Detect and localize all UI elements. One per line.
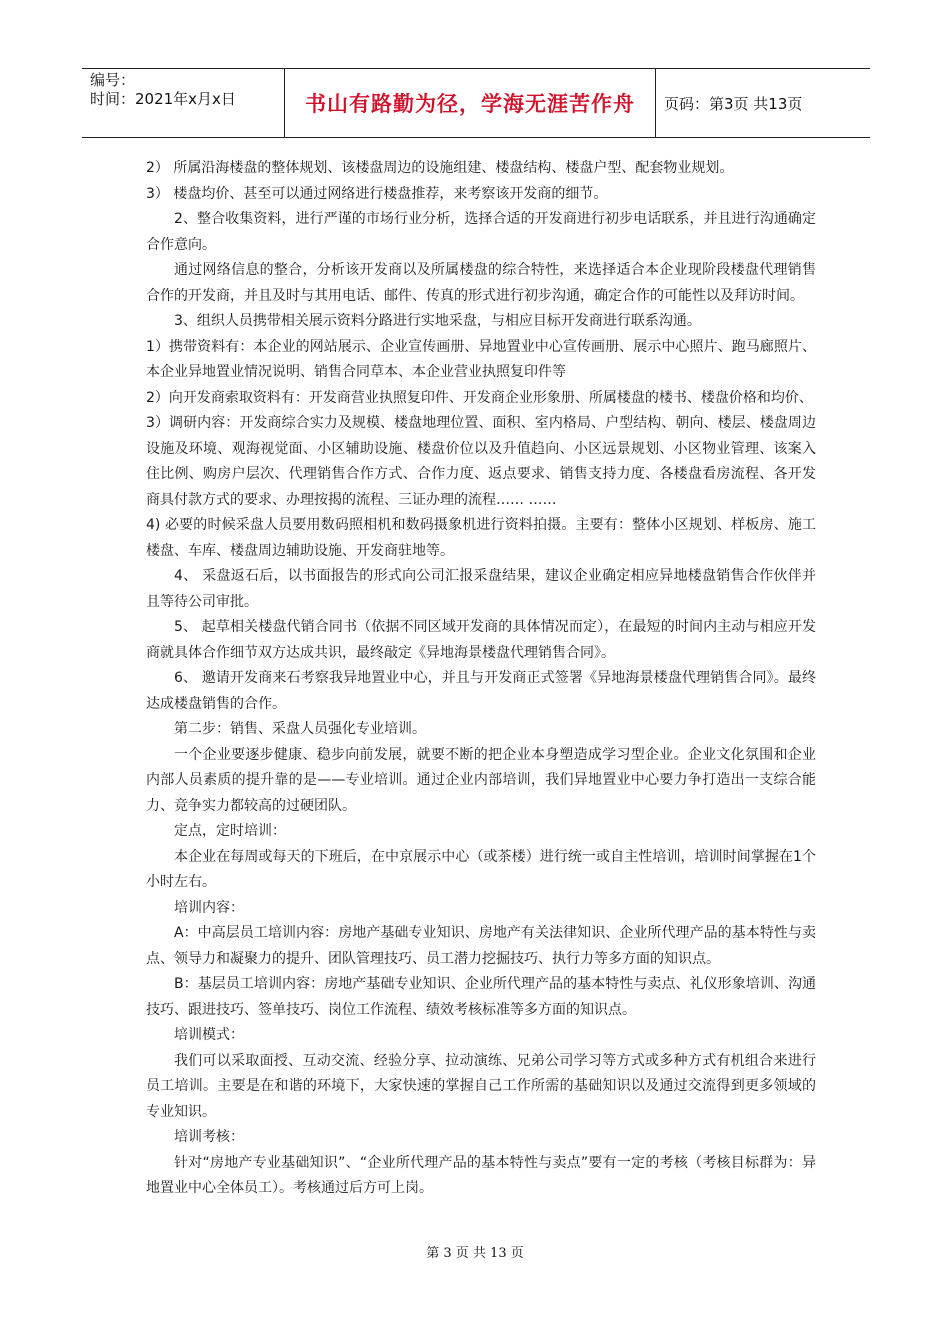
paragraph: 1）携带资料有：本企业的网站展示、企业宣传画册、异地置业中心宣传画册、展示中心照片、跑马廊照片、本企业异地置业情况说明、销售合同草本、本企业营业执照复印件等 bbox=[146, 338, 816, 380]
paragraph: 我们可以采取面授、互动交流、经验分享、拉动演练、兄弟公司学习等方式或多种方式有机组合来进行员工培训。主要是在和谐的环境下，大家快速的掌握自己工作所需的基础知识以及通过交流得到更多领域的专业知识。 bbox=[146, 1052, 816, 1120]
header-page-info: 页码：第3页 共13页 bbox=[664, 94, 803, 113]
paragraph: 针对“房地产专业基础知识”、“企业所代理产品的基本特性与卖点”要有一定的考核（考核目标群为：异地置业中心全体员工）。考核通过后方可上岗。 bbox=[146, 1154, 816, 1196]
code-label: 编号： bbox=[90, 71, 136, 89]
paragraph: 2）向开发商索取资料有：开发商营业执照复印件、开发商企业形象册、所属楼盘的楼书、楼盘价格和均价、 bbox=[146, 389, 813, 406]
paragraph: 培训内容： bbox=[174, 899, 244, 916]
paragraph: 6、 邀请开发商来石考察我异地置业中心，并且与开发商正式签署《异地海景楼盘代理销售合同》。最终达成楼盘销售的合作。 bbox=[146, 670, 816, 712]
time-label: 时间：2021年x月x日 bbox=[90, 90, 236, 108]
paragraph: 3） 楼盘均价、甚至可以通过网络进行楼盘推荐，来考察该开发商的细节。 bbox=[146, 185, 608, 202]
document-body bbox=[146, 156, 816, 1202]
paragraph: A：中高层员工培训内容：房地产基础专业知识、房地产有关法律知识、企业所代理产品的基本特性与卖点、领导力和凝聚力的提升、团队管理技巧、员工潜力挖掘技巧、执行力等多方面的知识点。 bbox=[146, 925, 816, 967]
paragraph: 2） 所属沿海楼盘的整体规划、该楼盘周边的设施组建、楼盘结构、楼盘户型、配套物业规划。 bbox=[146, 160, 734, 176]
paragraph: B：基层员工培训内容：房地产基础专业知识、企业所代理产品的基本特性与卖点、礼仪形象培训、沟通技巧、跟进技巧、签单技巧、岗位工作流程、绩效考核标准等多方面的知识点。 bbox=[146, 976, 816, 1018]
paragraph: 培训模式： bbox=[174, 1027, 244, 1043]
header-motto: 书山有路勤为径，学海无涯苦作舟 bbox=[284, 69, 656, 137]
paragraph: 第二步：销售、采盘人员强化专业培训。 bbox=[174, 721, 426, 737]
paragraph: 3、组织人员携带相关展示资料分路进行实地采盘，与相应目标开发商进行联系沟通。 bbox=[174, 313, 701, 329]
paragraph: 2、整合收集资料，进行严谨的市场行业分析，选择合适的开发商进行初步电话联系，并且进行沟通确定合作意向。 bbox=[146, 211, 816, 253]
page-footer: 第 3 页 共 13 页 bbox=[426, 1246, 524, 1261]
paragraph: 通过网络信息的整合，分析该开发商以及所属楼盘的综合特性，来选择适合本企业现阶段楼盘代理销售合作的开发商，并且及时与其用电话、邮件、传真的形式进行初步沟通，确定合作的可能性以及拜访时间。 bbox=[146, 262, 816, 304]
paragraph: 4、 采盘返石后，以书面报告的形式向公司汇报采盘结果，建议企业确定相应异地楼盘销售合作伙伴并且等待公司审批。 bbox=[146, 568, 816, 610]
paragraph: 一个企业要逐步健康、稳步向前发展，就要不断的把企业本身塑造成学习型企业。企业文化氛围和企业内部人员素质的提升靠的是——专业培训。通过企业内部培训，我们异地置业中心要力争打造出一支综合能力、竞争实力都较高的过硬团队。 bbox=[146, 746, 816, 814]
paragraph: 5、 起草相关楼盘代销合同书（依据不同区域开发商的具体情况而定），在最短的时间内主动与相应开发商就具体合作细节双方达成共识，最终敲定《异地海景楼盘代理销售合同》。 bbox=[146, 619, 816, 661]
header-left bbox=[82, 69, 284, 137]
paragraph: 本企业在每周或每天的下班后，在中京展示中心（或茶楼）进行统一或自主性培训，培训时间掌握在1个小时左右。 bbox=[146, 848, 816, 890]
paragraph: 3）调研内容：开发商综合实力及规模、楼盘地理位置、面积、室内格局、户型结构、朝向、楼层、楼盘周边设施及环境、观海视觉面、小区辅助设施、楼盘价位以及升值趋向、小区远景规划、小区物业管理、该案入住比例、购房户层次、代理销售合作方式、合作力度、返点要求、销售支持力度、各楼盘看房流程、各开发商具付款方式的要求、办理按揭的流程、三证办理的流程…… …… bbox=[146, 415, 816, 508]
paragraph: 4) 必要的时候采盘人员要用数码照相机和数码摄象机进行资料拍摄。主要有：整体小区规划、样板房、施工楼盘、车库、楼盘周边辅助设施、开发商驻地等。 bbox=[146, 517, 816, 559]
paragraph: 培训考核： bbox=[174, 1129, 244, 1145]
page-header bbox=[82, 68, 870, 138]
paragraph: 定点，定时培训： bbox=[174, 823, 286, 839]
